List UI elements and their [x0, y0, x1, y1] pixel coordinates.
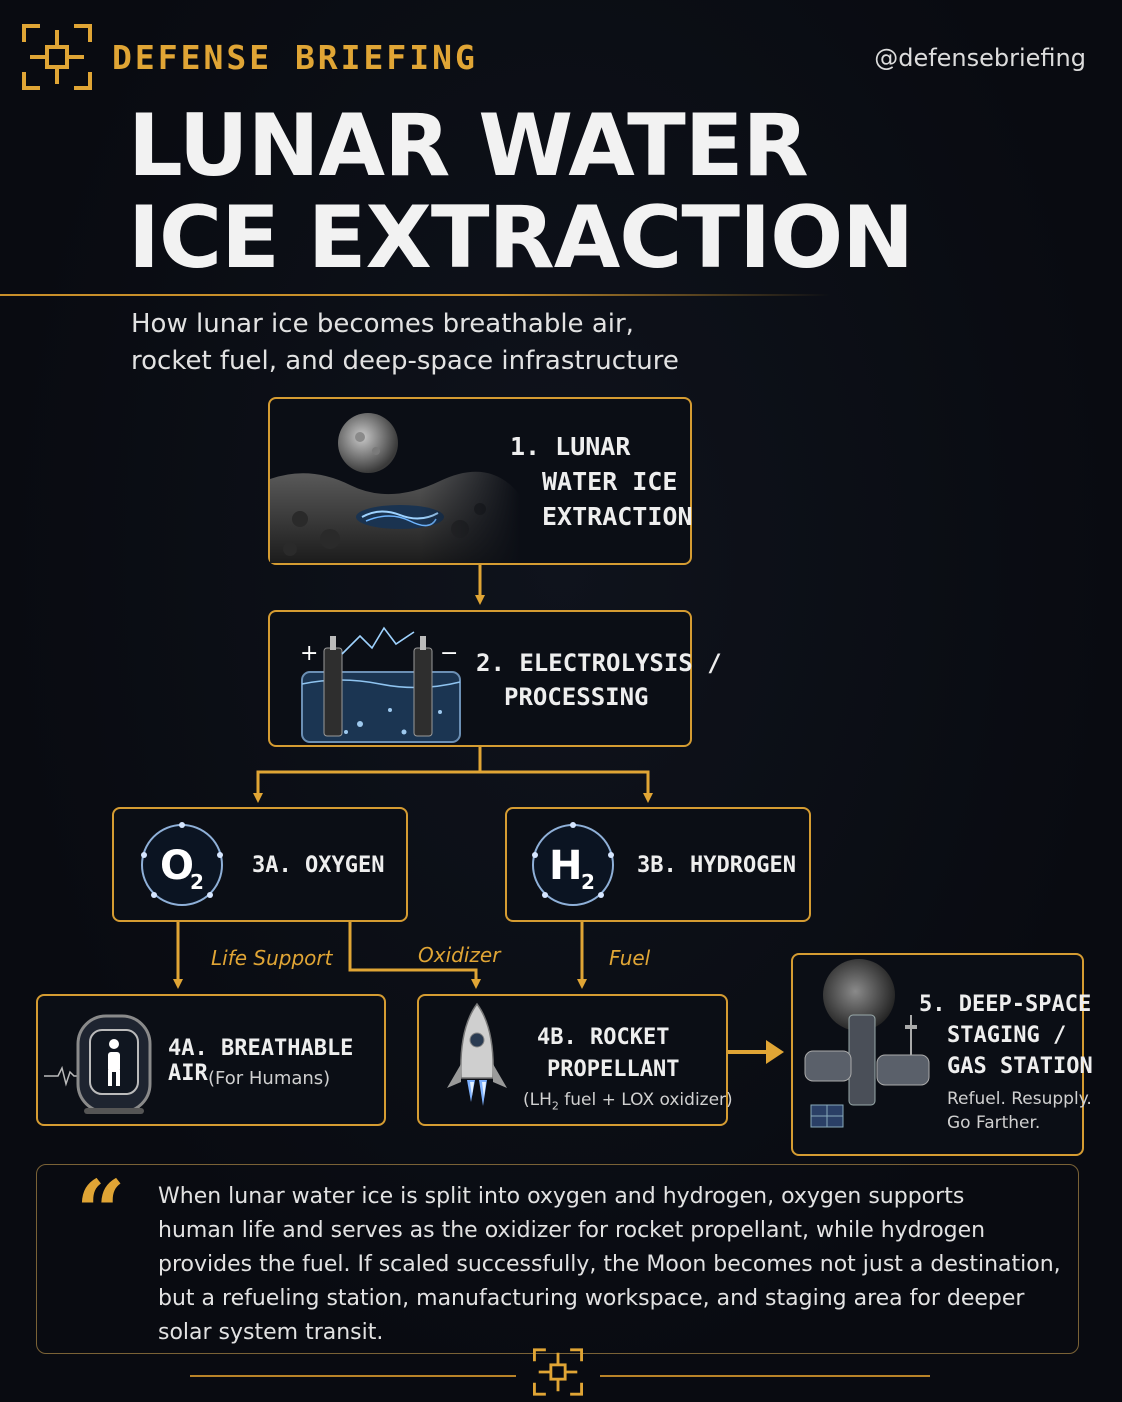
- rocket-icon: [437, 998, 517, 1124]
- node-5-sublabel: Refuel. Resupply. Go Farther.: [947, 1089, 1092, 1133]
- node-5-label: 5. DEEP-SPACE STAGING / GAS STATION: [919, 992, 1093, 1079]
- title-line-1: LUNAR WATER: [128, 96, 808, 196]
- subtitle-line-2: rocket fuel, and deep-space infrastructure: [131, 346, 679, 376]
- svg-text:−: −: [440, 641, 459, 666]
- social-handle: @defensebriefing: [874, 44, 1086, 72]
- edge-label-life-support: Life Support: [211, 946, 333, 970]
- node-lunar-ice-extraction: [268, 397, 692, 565]
- node-hydrogen: [505, 807, 811, 922]
- edge-label-oxidizer: Oxidizer: [418, 943, 501, 967]
- hydrogen-molecule-icon: [523, 815, 623, 915]
- edge-label-fuel: Fuel: [609, 946, 651, 970]
- node-rocket-propellant: [417, 994, 733, 1126]
- quote-mark-icon: “: [76, 1162, 126, 1263]
- footer-crosshair-icon: [533, 1348, 583, 1396]
- subtitle-line-1: How lunar ice becomes breathable air,: [131, 309, 634, 339]
- edge-2-to-3b: [480, 772, 648, 798]
- edge-2-split: [258, 746, 480, 798]
- hydrogen-subscript: 2: [581, 870, 595, 894]
- node-4a-label: 4A. BREATHABLE AIR: [168, 1036, 354, 1086]
- footer-line-right: [600, 1375, 930, 1377]
- node-2-label: 2. ELECTROLYSIS / PROCESSING: [476, 649, 722, 711]
- electrolysis-tank-icon: [280, 614, 470, 747]
- svg-text:+: +: [300, 641, 319, 666]
- oxygen-symbol: O: [160, 843, 195, 889]
- footer-line-left: [190, 1375, 516, 1377]
- node-oxygen: [112, 807, 408, 922]
- node-3b-label: 3B. HYDROGEN: [637, 853, 796, 878]
- moon-surface-illustration-icon: [270, 399, 520, 563]
- node-breathable-air: [36, 994, 386, 1126]
- node-4b-sublabel: ($LH_2$ fuel + LOX oxidizer): [523, 1090, 733, 1113]
- habitat-pod-icon: [44, 1002, 164, 1122]
- title-line-2: ICE EXTRACTION: [128, 188, 914, 288]
- quote-text: When lunar water ice is split into oxygen and hydrogen, oxygen supports human life and serves as the oxidizer for rocket propellant, while hydrogen provides the fuel. If scaled successfully, the Moon becomes not just a destination, but a refueling station, manufacturing workspace, and staging area for deeper solar system transit.: [158, 1184, 1061, 1345]
- node-4b-label: 4B. ROCKET PROPELLANT: [537, 1025, 680, 1082]
- hydrogen-symbol: H: [549, 843, 583, 889]
- oxygen-subscript: 2: [190, 870, 204, 894]
- node-electrolysis: [268, 610, 722, 747]
- node-1-label: 1. LUNAR WATER ICE EXTRACTION: [510, 432, 693, 531]
- brand-name: DEFENSE BRIEFING: [112, 38, 478, 77]
- node-deep-space-staging: [791, 953, 1093, 1156]
- node-4a-sublabel: (For Humans): [208, 1068, 331, 1089]
- space-station-icon: [799, 955, 939, 1155]
- oxygen-molecule-icon: [132, 815, 232, 915]
- node-3a-label: 3A. OXYGEN: [252, 853, 385, 878]
